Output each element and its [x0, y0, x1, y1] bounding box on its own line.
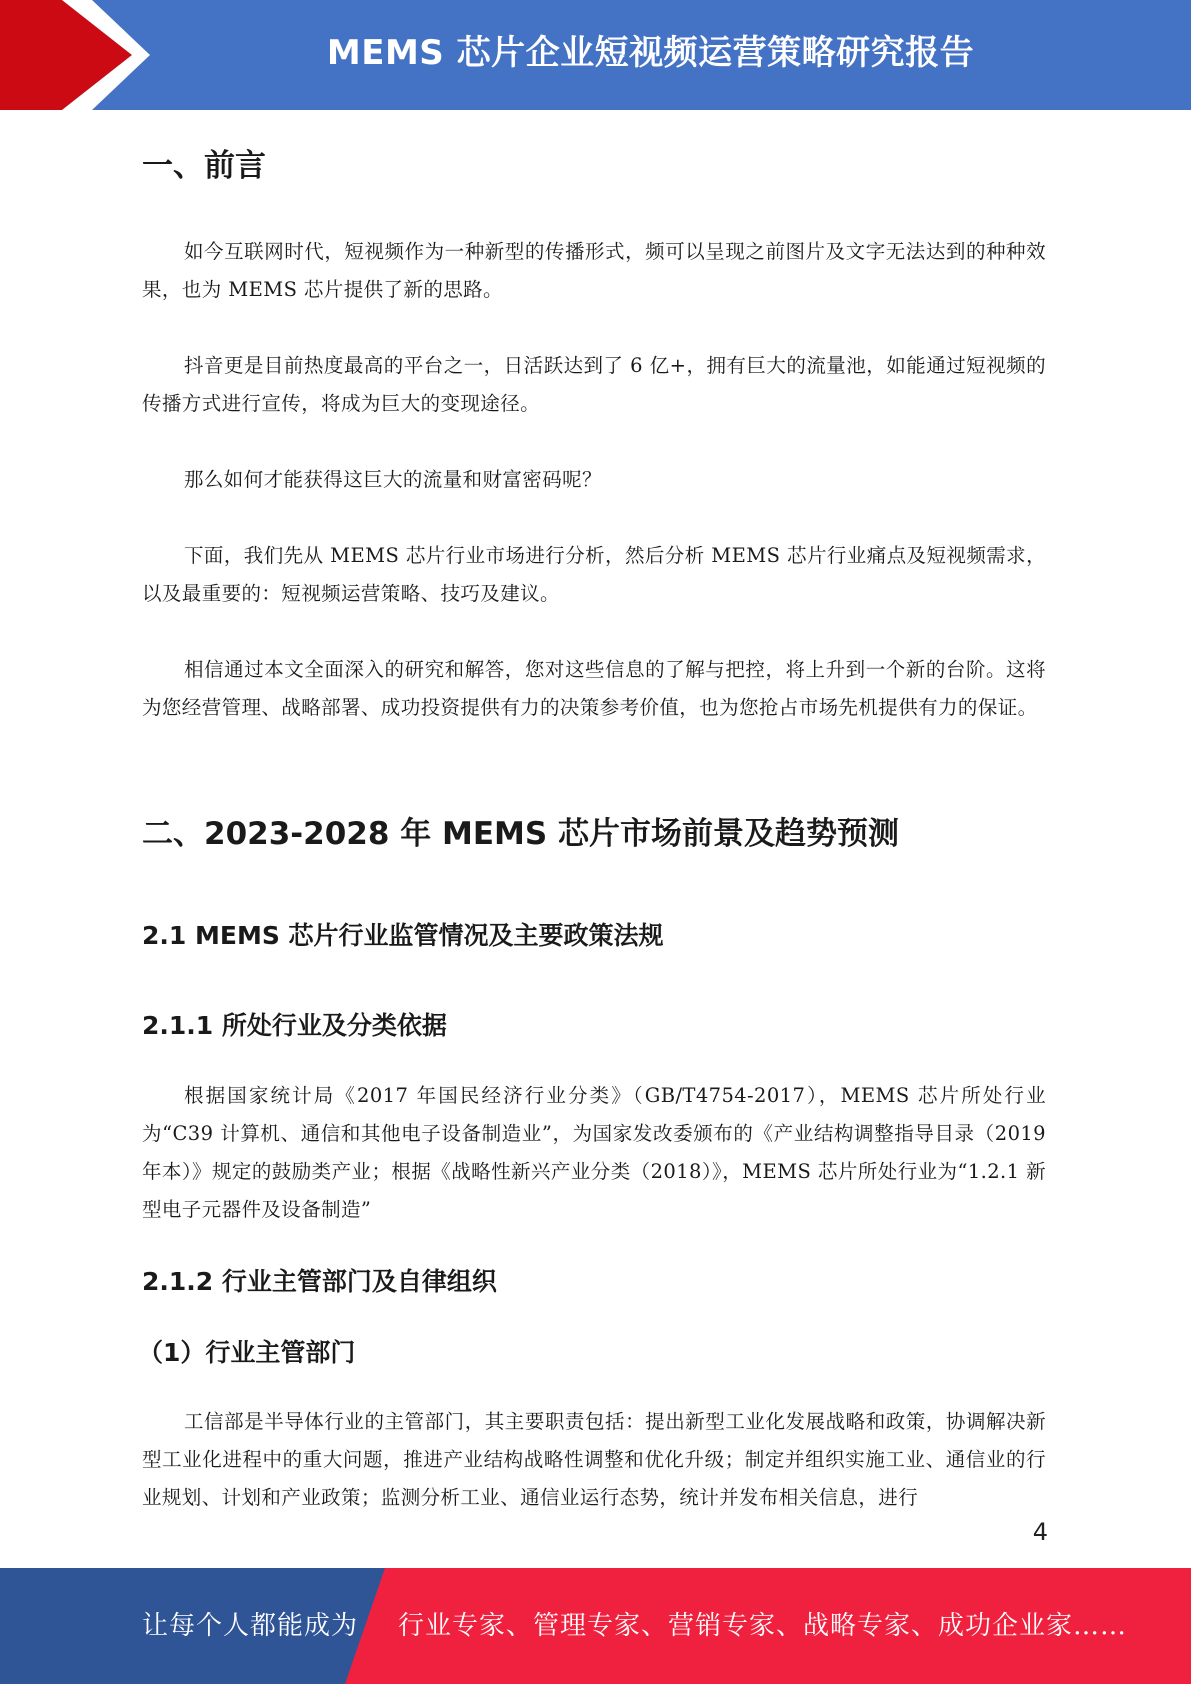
- footer-slogan-right: 行业专家、管理专家、营销专家、战略专家、成功企业家……: [398, 1611, 1128, 1641]
- paragraph-authority: 工信部是半导体行业的主管部门，其主要职责包括：提出新型工业化发展战略和政策，协调解决新型工业化进程中的重大问题，推进产业结构战略性调整和优化升级；制定并组织实施工业、通信业的行业规划、计划和产业政策；监测分析工业、通信业运行态势，统计并发布相关信息，进行: [142, 1410, 1046, 1509]
- header-banner: [0, 0, 1191, 110]
- report-title: MEMS 芯片企业短视频运营策略研究报告: [326, 33, 975, 73]
- preface-paragraph-4: 下面，我们先从 MEMS 芯片行业市场进行分析，然后分析 MEMS 芯片行业痛点及短视频需求，以及最重要的：短视频运营策略、技巧及建议。: [142, 544, 1046, 605]
- preface-paragraph-5: 相信通过本文全面深入的研究和解答，您对这些信息的了解与把控，将上升到一个新的台阶。这将为您经营管理、战略部署、成功投资提供有力的决策参考价值，也为您抢占市场先机提供有力的保证。: [142, 658, 1046, 719]
- page-number: 4: [1032, 1518, 1048, 1546]
- paragraph-2-1-1: 根据国家统计局《2017 年国民经济行业分类》（GB/T4754-2017），MEMS 芯片所处行业为“C39 计算机、通信和其他电子设备制造业”，为国家发改委颁布的《产业结构调整指导目录（2019 年本）》规定的鼓励类产业；根据《战略性新兴产业分类（2018）》，MEMS 芯片所处行业为“1.2.1 新型电子元器件及设备制造”: [142, 1084, 1046, 1221]
- subsection-heading-2-1-2: 2.1.2 行业主管部门及自律组织: [142, 1267, 497, 1296]
- preface-paragraph-3: 那么如何才能获得这巨大的流量和财富密码呢？: [184, 468, 602, 491]
- footer-slogan-left: 让每个人都能成为: [142, 1611, 359, 1641]
- footer-banner: [0, 1568, 1191, 1684]
- section-heading-preface: 一、前言: [142, 148, 266, 184]
- section-heading-market: 二、2023-2028 年 MEMS 芯片市场前景及趋势预测: [142, 816, 900, 852]
- subsection-heading-2-1-1: 2.1.1 所处行业及分类依据: [142, 1011, 447, 1040]
- subsection-heading-2-1: 2.1 MEMS 芯片行业监管情况及主要政策法规: [142, 921, 664, 950]
- sub-heading-authority: （1）行业主管部门: [138, 1338, 356, 1367]
- preface-paragraph-2: 抖音更是目前热度最高的平台之一，日活跃达到了 6 亿+，拥有巨大的流量池，如能通过短视频的传播方式进行宣传，将成为巨大的变现途径。: [142, 354, 1046, 415]
- preface-paragraph-1: 如今互联网时代，短视频作为一种新型的传播形式，频可以呈现之前图片及文字无法达到的种种效果，也为 MEMS 芯片提供了新的思路。: [142, 240, 1046, 301]
